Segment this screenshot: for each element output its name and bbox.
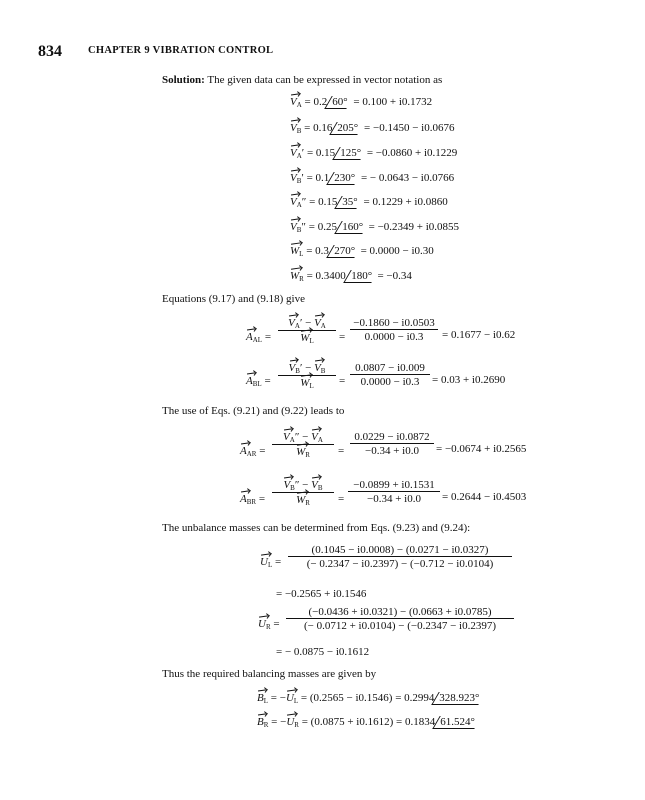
u-r-lhs: $U_R$ = <box>258 618 280 631</box>
a-br-vector-fraction: $\frac{V_B'' - V_B}{W_R}$ <box>272 479 334 507</box>
solution-label: Solution: <box>162 74 205 86</box>
u-l-result: = −0.2565 + i0.1546 <box>276 588 367 600</box>
a-br-value-fraction: $\frac{-0.0899 + i0.1531}{-0.34 + i0.0}$ <box>348 479 440 505</box>
chapter-title: CHAPTER 9 VIBRATION CONTROL <box>88 45 274 56</box>
page-number: 834 <box>38 43 62 60</box>
a-al-value-fraction: $\frac{-0.1860 - i0.0503}{0.0000 - i0.3}$ <box>350 317 438 343</box>
thus-text: Thus the required balancing masses are given by <box>162 668 377 680</box>
a-al-result: = 0.1677 − i0.62 <box>442 329 516 341</box>
a-al-vector-fraction: $\frac{V_A' - V_A}{W_L}$ <box>278 317 336 345</box>
use-eqs-text: The use of Eqs. (9.21) and (9.22) leads to <box>162 405 345 417</box>
u-r-fraction: $\frac{(-0.0436 + i0.0321) - (0.0663 + i0.0785)}{(- 0.0712 + i0.0104) - (-0.2347 - i0.2397)}$ <box>286 606 514 632</box>
u-l-lhs: $U_L$ = <box>260 556 282 569</box>
a-ar-lhs: $A_{AR}$ = <box>240 445 266 458</box>
b-r-equation: $B_R = -U_R = (0.0875 + i0.1612) = 0.1834$ 61.524° <box>257 716 478 729</box>
vector-row: $W_L = 0.3$ 270° = 0.0000 − i0.30 <box>290 245 434 258</box>
a-ar-vector-fraction: $\frac{V_A'' - V_A}{W_R}$ <box>272 431 334 459</box>
a-bl-result: = 0.03 + i0.2690 <box>432 374 506 386</box>
a-bl-value-fraction: $\frac{0.0807 - i0.009}{0.0000 - i0.3}$ <box>350 362 430 388</box>
equations-give-text: Equations (9.17) and (9.18) give <box>162 293 305 305</box>
u-r-result: = − 0.0875 − i0.1612 <box>276 646 370 658</box>
a-ar-result: = −0.0674 + i0.2565 <box>436 443 527 455</box>
vector-row: $V_A = 0.2$ 60° = 0.100 + i0.1732 <box>290 96 433 109</box>
u-l-fraction: $\frac{(0.1045 - i0.0008) - (0.0271 - i0.0327)}{(- 0.2347 - i0.2397) - (-0.712 - i0.0104)}$ <box>288 544 512 570</box>
a-ar-value-fraction: $\frac{0.0229 - i0.0872}{-0.34 + i0.0}$ <box>350 431 434 457</box>
unbalance-text: The unbalance masses can be determined from Eqs. (9.23) and (9.24): <box>162 522 471 534</box>
a-al-lhs: $A_{AL}$ = <box>246 331 272 344</box>
vector-row: $V_B'' = 0.25$ 160° = −0.2349 + i0.0855 <box>290 221 460 234</box>
a-bl-vector-fraction: $\frac{V_B' - V_B}{W_L}$ <box>278 362 336 390</box>
a-br-result: = 0.2644 − i0.4503 <box>442 491 527 503</box>
vector-row: $V_B' = 0.1$ 230° = − 0.0643 − i0.0766 <box>290 172 455 185</box>
vector-row: $V_B = 0.16$ 205° = −0.1450 − i0.0676 <box>290 122 455 135</box>
a-bl-lhs: $A_{BL}$ = <box>246 375 271 388</box>
vector-row: $W_R = 0.3400$ 180° = −0.34 <box>290 270 412 283</box>
a-br-lhs: $A_{BR}$ = <box>240 493 266 506</box>
vector-row: $V_A'' = 0.15$ 35° = 0.1229 + i0.0860 <box>290 196 448 209</box>
vector-row: $V_A' = 0.15$ 125° = −0.0860 + i0.1229 <box>290 147 458 160</box>
b-l-equation: $B_L = -U_L = (0.2565 - i0.1546) = 0.2994$ 328.923° <box>257 692 483 705</box>
solution-text: The given data can be expressed in vector notation as <box>207 74 443 86</box>
solution-paragraph <box>162 74 442 86</box>
